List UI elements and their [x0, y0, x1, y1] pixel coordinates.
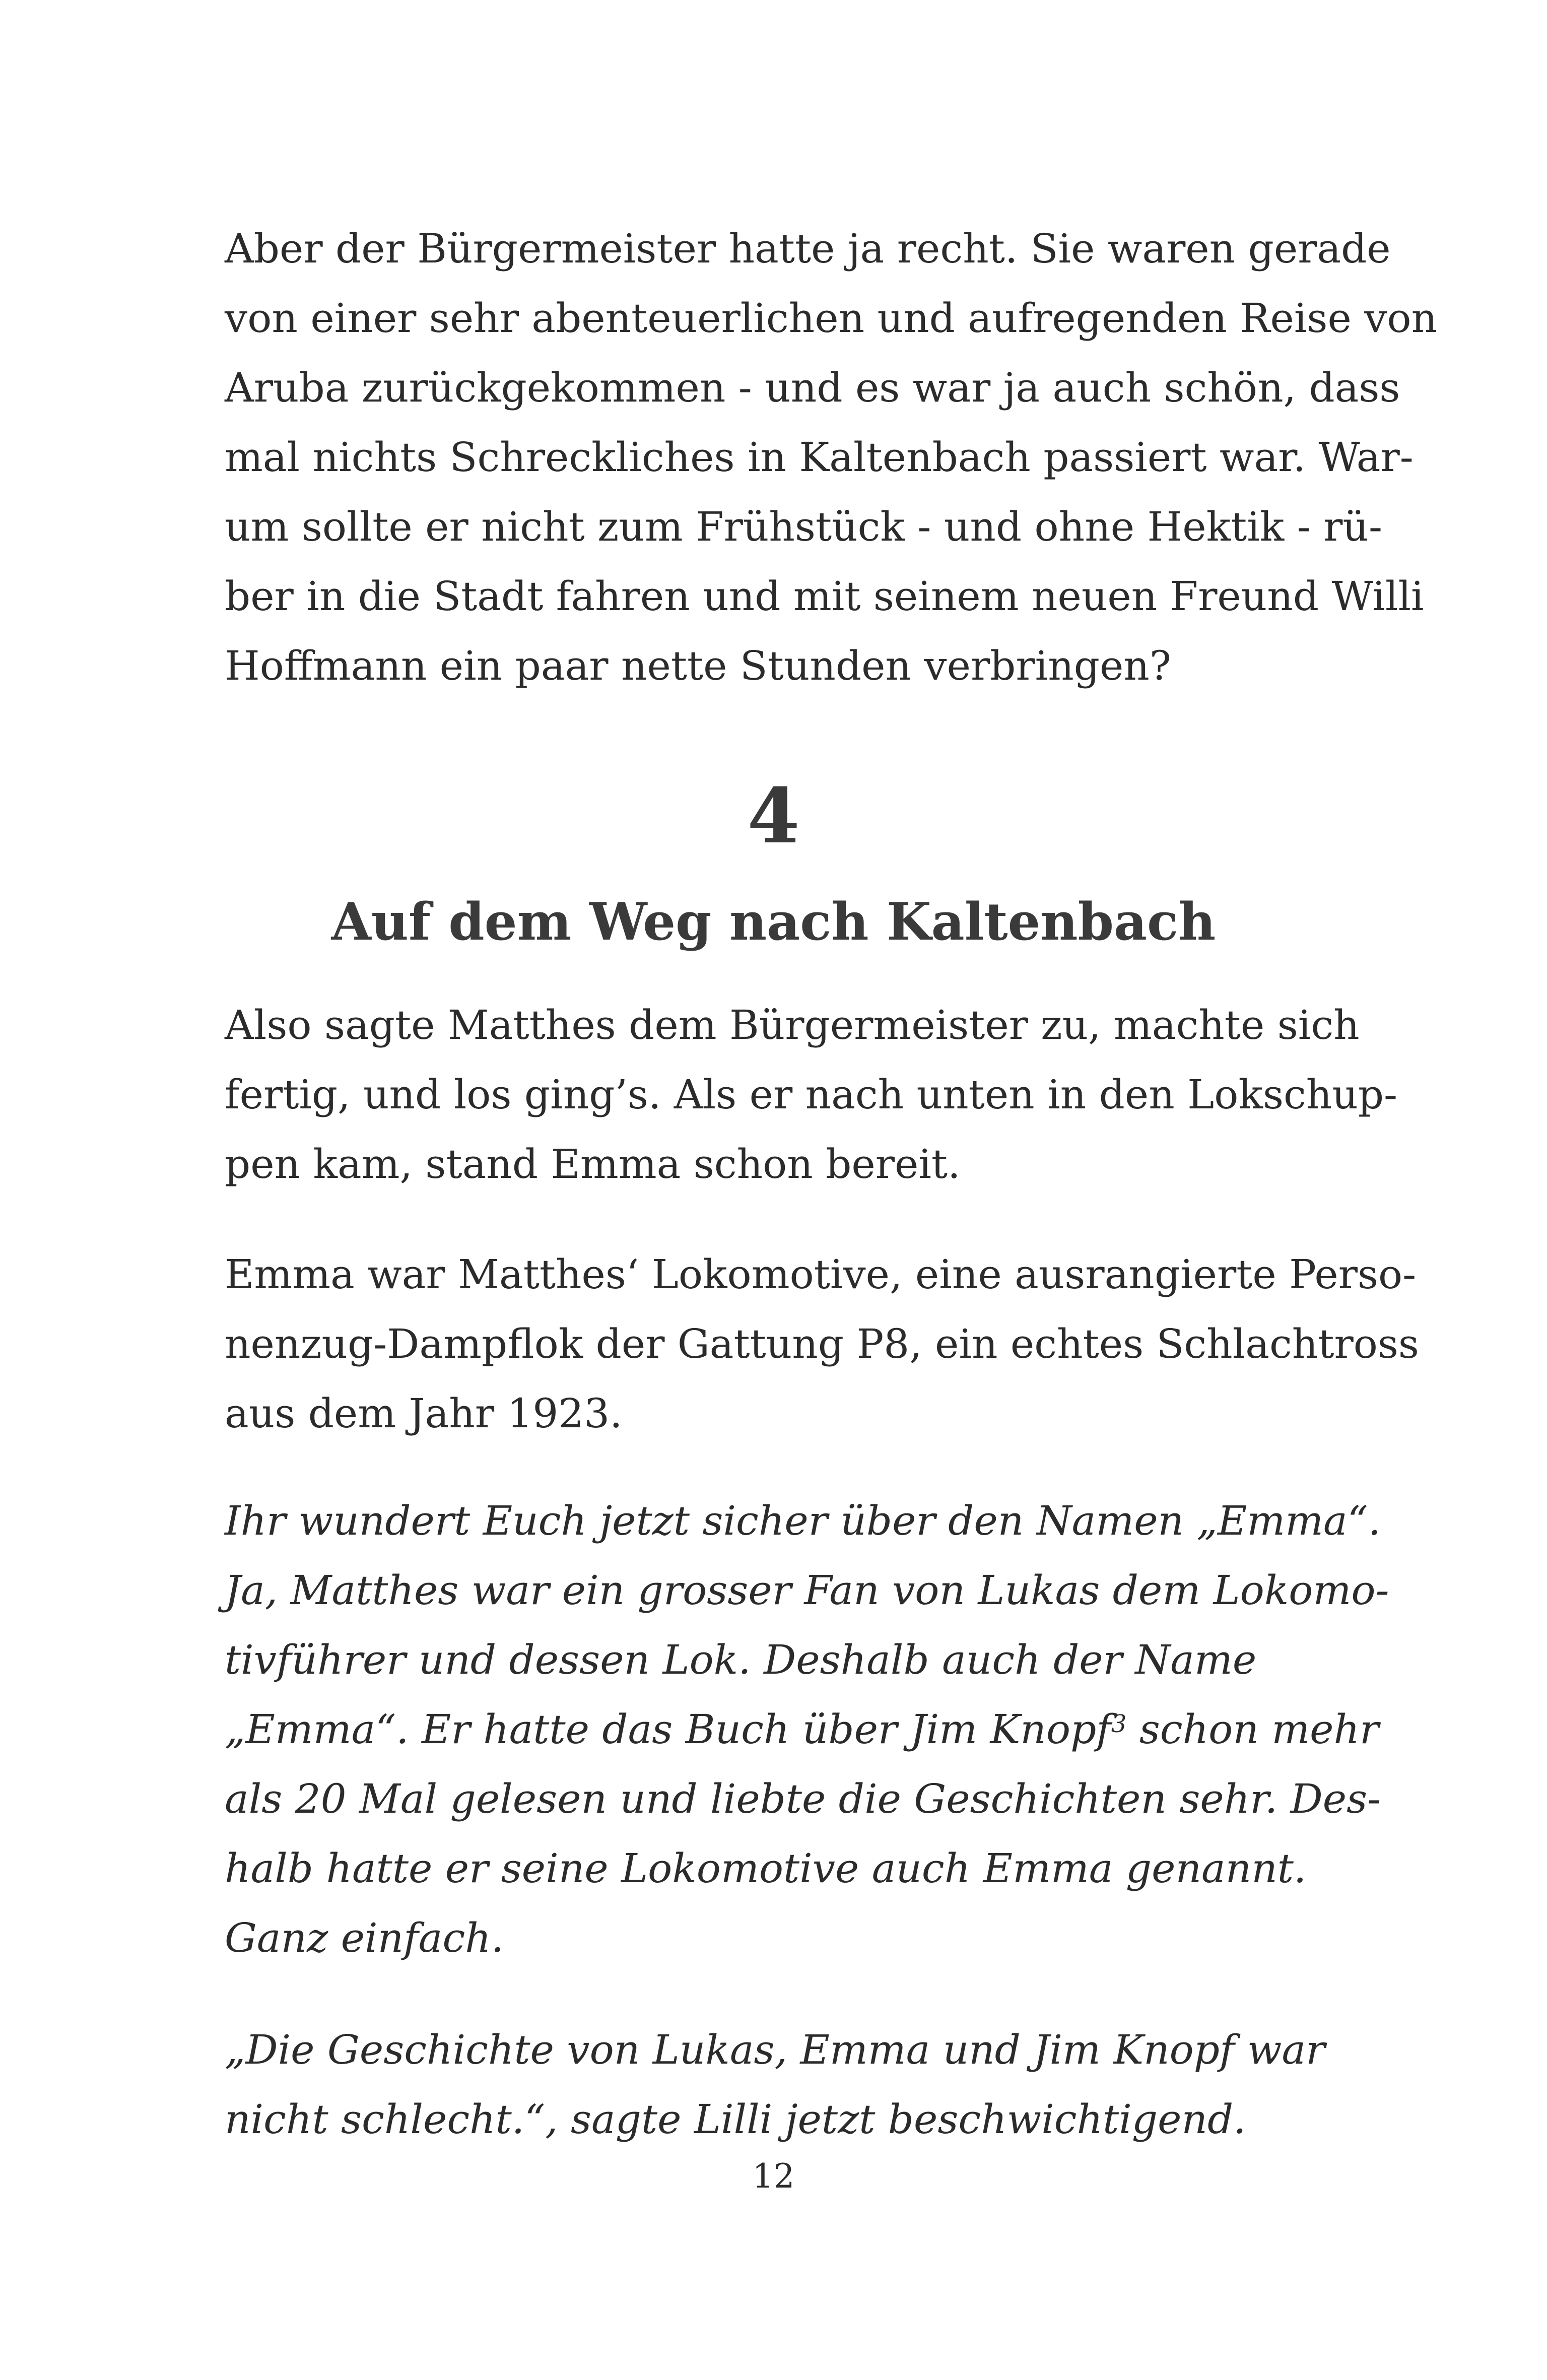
- paragraph: [225, 214, 1438, 701]
- paragraph: [225, 2015, 1353, 2154]
- text-line: halb hatte er seine Lokomotive auch Emma genannt.: [225, 1845, 1307, 1892]
- text-line: Aruba zurückgekommen - und es war ja auch schön, dass: [225, 364, 1400, 411]
- paragraph-3: [225, 1240, 1419, 1448]
- chapter-number: 4: [747, 772, 800, 861]
- text-line: nicht schlecht.“, sagte Lilli jetzt beschwichtigend.: [225, 2096, 1246, 2143]
- text-line: um sollte er nicht zum Frühstück - und ohne Hektik - rü-: [225, 503, 1382, 550]
- paragraph-4: [225, 1486, 1389, 1973]
- text-line: nenzug-Dampflok der Gattung P8, ein echtes Schlachtross: [225, 1320, 1419, 1367]
- text-line: Hoffmann ein paar nette Stunden verbringen?: [225, 642, 1171, 689]
- paragraph-1: [225, 214, 1438, 701]
- paragraph: [225, 990, 1398, 1199]
- paragraph-2: [225, 990, 1398, 1199]
- text-line: [225, 1695, 1379, 1764]
- text-line: Ganz einfach.: [225, 1914, 504, 1961]
- page-number: 12: [752, 2157, 795, 2196]
- text-segment: „Emma“. Er hatte das Buch über Jim Knopf: [225, 1706, 1111, 1753]
- text-line: Emma war Matthes‘ Lokomotive, eine ausrangierte Perso-: [225, 1251, 1417, 1298]
- text-line: ber in die Stadt fahren und mit seinem neuen Freund Willi: [225, 573, 1424, 620]
- text-line: „Die Geschichte von Lukas, Emma und Jim Knopf war: [225, 2026, 1325, 2073]
- text-line: von einer sehr abenteuerlichen und aufregenden Reise von: [225, 295, 1438, 342]
- paragraph: [225, 1486, 1389, 1973]
- text-line: Aber der Bürgermeister hatte ja recht. Sie waren gerade: [225, 225, 1391, 272]
- text-line: Ja, Matthes war ein grosser Fan von Lukas dem Lokomo-: [225, 1567, 1389, 1614]
- text-line: pen kam, stand Emma schon bereit.: [225, 1141, 961, 1187]
- text-line: tivführer und dessen Lok. Deshalb auch der Name: [225, 1636, 1257, 1683]
- text-segment: schon mehr: [1126, 1706, 1379, 1753]
- text-line: mal nichts Schreckliches in Kaltenbach passiert war. War-: [225, 434, 1414, 481]
- paragraph-5: [225, 2015, 1353, 2154]
- text-line: Ihr wundert Euch jetzt sicher über den Namen „Emma“.: [225, 1497, 1381, 1544]
- text-line: fertig, und los ging’s. Als er nach unten in den Lokschup-: [225, 1071, 1398, 1118]
- text-line: Also sagte Matthes dem Bürgermeister zu, machte sich: [225, 1002, 1360, 1048]
- text-line: als 20 Mal gelesen und liebte die Geschichten sehr. Des-: [225, 1775, 1381, 1822]
- chapter-title: Auf dem Weg nach Kaltenbach: [331, 892, 1216, 952]
- paragraph: [225, 1240, 1419, 1448]
- text-line: aus dem Jahr 1923.: [225, 1390, 623, 1437]
- footnote-marker[interactable]: 3: [1111, 1710, 1127, 1738]
